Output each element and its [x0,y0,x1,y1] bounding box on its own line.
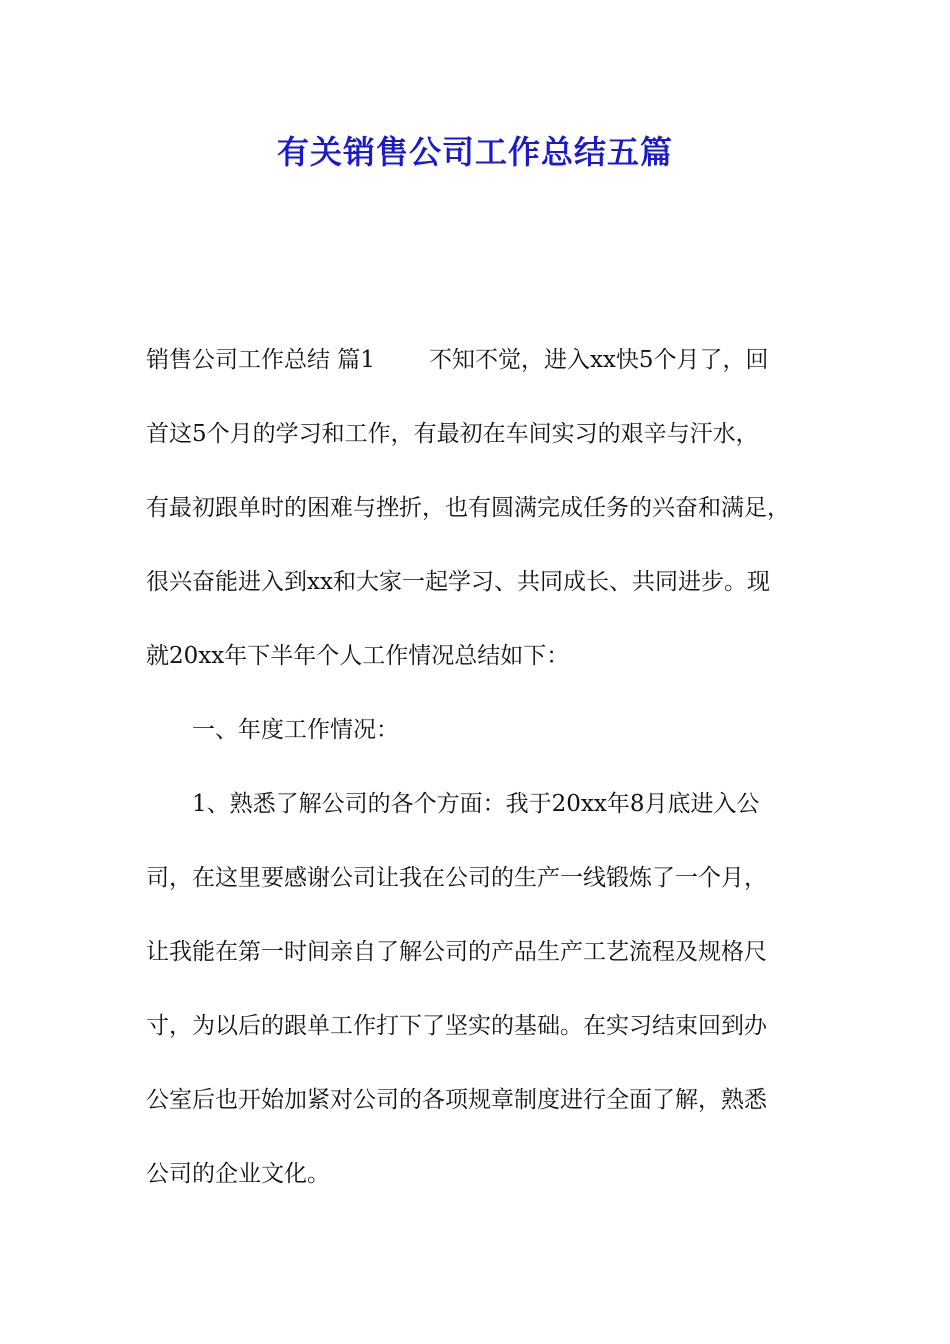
document-body [146,329,818,1217]
text-line: 让我能在第一时间亲自了解公司的产品生产工艺流程及规格尺 [146,939,767,965]
text-line: 1、熟悉了解公司的各个方面：我于20xx年8月底进入公 [192,791,760,817]
text-line: 寸，为以后的跟单工作打下了坚实的基础。在实习结束回到办 [146,1013,767,1039]
text-line: 首这5个月的学习和工作，有最初在车间实习的艰辛与汗水， [146,421,759,447]
text-line: 公司的企业文化。 [146,1161,330,1187]
text-line [146,329,818,403]
text-line: 很兴奋能进入到xx和大家一起学习、共同成长、共同进步。现 [146,569,770,595]
document-title: 有关销售公司工作总结五篇 [276,133,673,171]
text-line: 司，在这里要感谢公司让我在公司的生产一线锻炼了一个月， [146,865,767,891]
section-label: 销售公司工作总结 篇1 [146,347,375,373]
text-line: 就20xx年下半年个人工作情况总结如下： [146,643,570,669]
text-line-content: 不知不觉，进入xx快5个月了，回 [428,347,769,373]
text-line: 公室后也开始加紧对公司的各项规章制度进行全面了解，熟悉 [146,1087,767,1113]
section-heading: 一、年度工作情况： [192,717,399,743]
text-line: 有最初跟单时的困难与挫折，也有圆满完成任务的兴奋和满足， [146,495,790,521]
